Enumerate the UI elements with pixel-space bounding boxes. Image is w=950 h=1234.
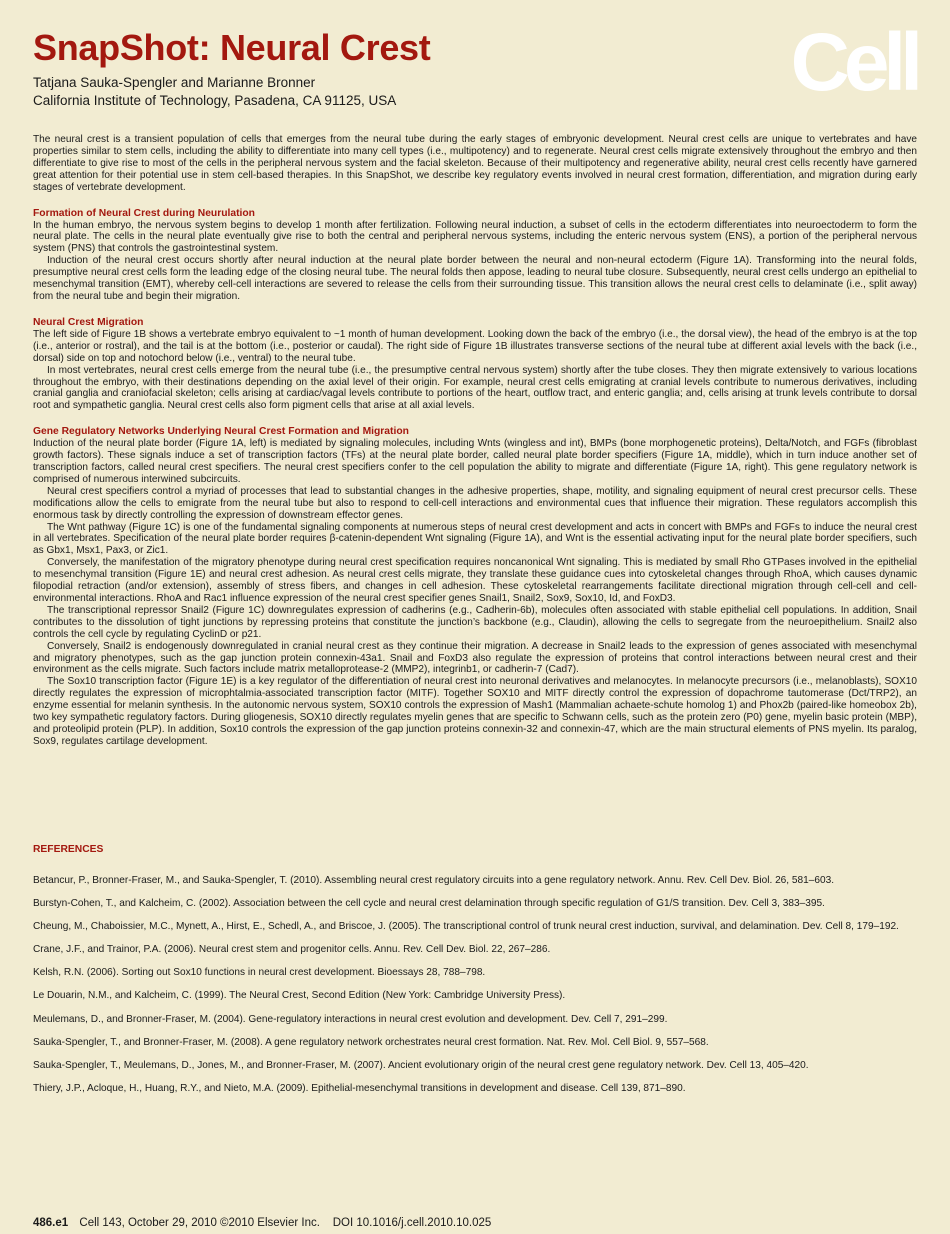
reference-item: Sauka-Spengler, T., Meulemans, D., Jones, M., and Bronner-Fraser, M. (2007). Ancient evolutionary origin of the neural crest gene regulatory network. Dev. Cell 13, 405–420. xyxy=(33,1059,809,1071)
reference-item: Cheung, M., Chaboissier, M.C., Mynett, A., Hirst, E., Schedl, A., and Briscoe, J. (2005). The transcriptional control of trunk neural crest induction, survival, and delamination. Dev. Cell 8, 179–192. xyxy=(33,921,899,933)
paragraph: Induction of the neural plate border (Figure 1A, left) is mediated by signaling molecules, including Wnts (wingless and int), BMPs (bone morphogenetic proteins), Delta/Notch, and FGFs (fibroblast growth factors). These signals induce a set of transcription factors (TFs) at the neural plate border, called neural plate border specifiers (Figure 1A, middle), which in turn induce another set of transcription factors, called neural crest specifiers. The neural crest specifiers confer to the cell population the ability to migrate and differentiate (Figure 1A, right). This gene regulatory network is comprised of numerous interwined subcircuits. xyxy=(33,438,917,485)
reference-item: Crane, J.F., and Trainor, P.A. (2006). Neural crest stem and progenitor cells. Annu. Rev. Cell Dev. Biol. 22, 267–286. xyxy=(33,944,551,956)
authors: Tatjana Sauka-Spengler and Marianne Bronner xyxy=(33,75,316,90)
reference-item: Kelsh, R.N. (2006). Sorting out Sox10 functions in neural crest development. Bioessays 28, 788–798. xyxy=(33,967,486,979)
references-heading: REFERENCES xyxy=(33,844,104,855)
affiliation: California Institute of Technology, Pasadena, CA 91125, USA xyxy=(33,93,397,108)
section-heading-gene-networks: Gene Regulatory Networks Underlying Neural Crest Formation and Migration xyxy=(33,426,409,438)
paragraph: Conversely, Snail2 is endogenously downregulated in cranial neural crest as they continue their migration. A decrease in Snail2 leads to the expression of genes associated with mesenchymal and migratory phenotypes, such as the gap junction protein connexin-43a1. Snail and FoxD3 also regulate the expression of proteins that control interactions between neural crest and their environment as the cells migrate. Such factors include matrix metalloprotease-2 (MMP2), integrinb1, or cadherin-7 (Cad7). xyxy=(33,640,917,676)
reference-item: Meulemans, D., and Bronner-Fraser, M. (2004). Gene-regulatory interactions in neural crest evolution and development. Dev. Cell 7, 291–299. xyxy=(33,1013,668,1025)
reference-item: Sauka-Spengler, T., and Bronner-Fraser, M. (2008). A gene regulatory network orchestrates neural crest formation. Nat. Rev. Mol. Cell Biol. 9, 557–568. xyxy=(33,1036,709,1048)
paragraph: Conversely, the manifestation of the migratory phenotype during neural crest specification requires noncanonical Wnt signaling. This is mediated by small Rho GTPases involved in the epithelial to mesenchymal transition (Figure 1E) and neural crest adhesion. As neural crest cells migrate, they translate these guidance cues into cytoskeletal changes through RhoA, which causes dynamic filopodial retraction (and/or extension), assembly of stress fibers, and changes in cell adhesion. These cytoskeletal rearrangements facilitate directional migration through cell-cell and cell-environmental interactions. RhoA and Rac1 influence expression of the neural crest specifier genes Snail1, Snail2, Sox9, Sox10, Id, and FoxD3. xyxy=(33,557,917,604)
paragraph: Neural crest specifiers control a myriad of processes that lead to substantial changes in the adhesive properties, shape, motility, and signaling equipment of neural crest precursor cells. These modifications allow the cells to emigrate from the neural tube but also to respond to cell-cell interactions and environmental cues that influence their migration. These regulators accomplish this enormous task by directly controlling the expression of downstream effector genes. xyxy=(33,485,917,521)
paragraph: The Wnt pathway (Figure 1C) is one of the fundamental signaling components at numerous steps of neural crest development and acts in concert with BMPs and FGFs to induce the neural crest in all vertebrates. Specification of the neural plate border requires β-catenin-dependent Wnt signaling (Figure 1A), and Wnt is the essential activating input for the neural plate border specifiers, such as Gbx1, Msx1, Pax3, or Zic1. xyxy=(33,521,917,557)
snapshot-page xyxy=(33,0,917,1234)
section-heading-migration: Neural Crest Migration xyxy=(33,316,144,328)
reference-item: Betancur, P., Bronner-Fraser, M., and Sauka-Spengler, T. (2010). Assembling neural crest regulatory circuits into a gene regulatory network. Annu. Rev. Cell Dev. Biol. 26, 581–603. xyxy=(33,875,835,886)
paragraph: In most vertebrates, neural crest cells emerge from the neural tube (i.e., the presumptive central nervous system) shortly after the tube closes. They then migrate extensively to various locations throughout the embryo, with their destinations depending on the axial level of their origin. For example, neural crest cells emigrating at cranial levels contribute to numerous derivatives, including cranial ganglia and craniofacial skeleton; cells arising at cardiac/vagal levels contribute to portions of the heart, outflow tract, and enteric ganglia; and, cells arising at trunk levels contribute to dorsal root and sympathetic ganglia. Neural crest cells also form pigment cells that arise at all axial levels. xyxy=(33,364,917,412)
paragraph: The transcriptional repressor Snail2 (Figure 1C) downregulates expression of cadherins (e.g., Cadherin-6b), molecules often associated with stable epithelial cell populations. In addition, Snail contributes to the dissolution of tight junctions by repressing proteins that constitute the junction’s backbone (e.g., Claudin), allowing the cells to segregate from the neuroepithelium. Snail2 also controls the cell cycle by regulating CyclinD or p21. xyxy=(33,604,917,640)
paragraph: The left side of Figure 1B shows a vertebrate embryo equivalent to ~1 month of human development. Looking down the back of the embryo (i.e., the dorsal view), the head of the embryo is at the top (i.e., anterior or rostral), and the tail is at the bottom (i.e., posterior or caudal). The right side of Figure 1B illustrates transverse sections of the neural tube at different axial levels with the back (i.e., dorsal) side on top and notochord below (i.e., ventral) to the neural tube. xyxy=(33,328,917,364)
paragraph: Induction of the neural crest occurs shortly after neural induction at the neural plate border between the neural and non-neural ectoderm (Figure 1A). Transforming into the neural folds, presumptive neural crest cells form the leading edge of the closing neural tube. The neural folds then appose, leading to neural tube closure. Subsequently, neural crest cells undergo an epithelial to mesenchymal transition (EMT), whereby cell-cell interactions are severed to release the cells from their surrounding tissue. This transition allows the neural crest cells to delaminate (i.e., split away) from the neural tube and begin their migration. xyxy=(33,255,917,302)
page-title: SnapShot: Neural Crest xyxy=(33,27,431,68)
intro-paragraph: The neural crest is a transient population of cells that emerges from the neural tube during the early stages of embryonic development. Neural crest cells are unique to vertebrates and have properties similar to stem cells, including the ability to differentiate into many cell types (i.e., multipotency) and to regenerate. Neural crest cells migrate extensively throughout the embryo and then differentiate to give rise to most of the cells in the peripheral nervous system and the facial skeleton. Because of their multipotency and regenerative ability, neural crest cells recently have garnered great attention for their potential use in stem cell-based therapies. In this SnapShot, we describe key regulatory events involved in neural crest formation, differentiation, and migration during early stages of vertebrate development. xyxy=(33,134,917,193)
article-body xyxy=(33,134,917,748)
journal-citation: Cell 143, October 29, 2010 ©2010 Elsevier Inc. DOI 10.1016/j.cell.2010.10.025 xyxy=(79,1217,492,1229)
cell-logo: Cell xyxy=(790,17,917,108)
page-number: 486.e1 xyxy=(33,1217,69,1229)
section-heading-formation: Formation of Neural Crest during Neurulation xyxy=(33,207,255,219)
reference-item: Burstyn-Cohen, T., and Kalcheim, C. (2002). Association between the cell cycle and neural crest delamination through specific regulation of G1/S transition. Dev. Cell 3, 383–395. xyxy=(33,898,825,910)
paragraph: In the human embryo, the nervous system begins to develop 1 month after fertilization. Following neural induction, a subset of cells in the ectoderm differentiates into neuroectoderm to form the neural plate. The cells in the neural plate eventually give rise to both the central and peripheral nervous systems, including the enteric nervous system (ENS), a portion of the peripheral nervous system (PNS) that controls the gastrointestinal system. xyxy=(33,219,917,255)
references-list xyxy=(33,875,917,1106)
reference-item: Thiery, J.P., Acloque, H., Huang, R.Y., and Nieto, M.A. (2009). Epithelial-mesenchymal transitions in development and disease. Cell 139, 871–890. xyxy=(33,1082,686,1094)
page-footer xyxy=(33,1217,491,1229)
paragraph: The Sox10 transcription factor (Figure 1E) is a key regulator of the differentiation of neural crest into neuronal derivatives and melanocytes. In melanocyte precursors (i.e., melanoblasts), SOX10 directly regulates the expression of microphtalmia-associated transcription factor (MITF). Together SOX10 and MITF directly control the expression of dopachrome tautomerase (Dct/TRP2), an enzyme essential for melanin synthesis. In the autonomic nervous system, SOX10 controls the expression of Mash1 (Mammalian achaete-schute homolog 1) and Phox2b (paired-like homeobox 2b), two key sympathetic regulatory factors. During gliogenesis, SOX10 directly regulates myelin genes that are specific to Schwann cells, such as the protein zero (P0) gene, myelin basic protein (MBP), and proteolipid protein (PLP). In addition, Sox10 controls the expression of the gap junction proteins connexin-32 and connexin-47, which are the main structural elements of PNS myelin. Its paralog, Sox9, regulates cartilage development. xyxy=(33,676,917,747)
reference-item: Le Douarin, N.M., and Kalcheim, C. (1999). The Neural Crest, Second Edition (New York: Cambridge University Press). xyxy=(33,990,566,1002)
